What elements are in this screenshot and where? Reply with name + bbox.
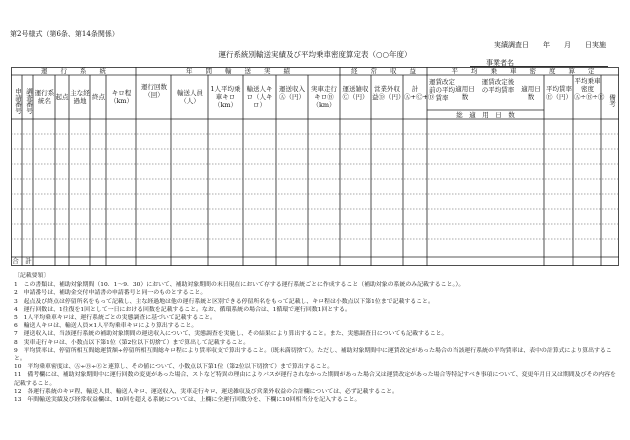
col-terminus: 終点 — [92, 93, 105, 101]
group-header-density: 平 均 乗 車 密 度 算 定 — [451, 67, 595, 75]
group-header-route: 運 行 系 統 — [41, 67, 106, 75]
col-remarks: 備考 — [608, 93, 616, 107]
note-item: 3 起点及び終点は停留所名をもって記載し、主な経過地は他の運行系統と区別できる停留所名をもって記載し、キロ程は小数点以下第1位まで記載すること。 — [14, 298, 434, 305]
note-item: 12 各運行系統のキロ程、輸送人員、輸送人キロ、運送収入、実車走行キロ、運送雑収及び営業外収益の合計欄については、必ず記載すること。 — [14, 388, 398, 395]
operator-name-label: 事業者名 — [486, 59, 514, 67]
survey-date-label: 実績調査日 年 月 日実施 — [494, 41, 606, 49]
note-item: 10 平均乗車密度は、Ⓐ÷Ⓑ÷Ⓔと連算し、その値について、小数点以下第1位（第2位以下切捨て）まで算出すること。 — [14, 364, 334, 371]
note-item: 2 申請番号は、補助金交付申請書の申請番号と同一のものとすること。 — [14, 290, 207, 297]
col-origin: 起点 — [55, 93, 69, 101]
note-item: 11 備考欄には、補助対象期間中に運行回数の変更があった場合、ストなど特異の理由によりバスが運行されなかった期間があった場合又は運賃改定があった場合等特記すべき事項について、変更年月日又は期間及びその内容を記載すること。 — [14, 372, 616, 387]
col-non-op-d: 営業外収益Ⓓ（円） — [372, 85, 405, 101]
group-header-revenue: 経 常 収 益 — [351, 67, 416, 75]
formula-fare-before: 運賃改定前の平均賃率 — [429, 78, 455, 102]
form-number: 第2号様式（第6条、第14条関係） — [10, 30, 119, 38]
note-item: 7 運送収入は、当該運行系統の補助対象期間の運送収入について、実態調査を実施し、その結果により算出すること。また、実態調査日についても記載すること。 — [14, 331, 448, 338]
col-km: キロ程（km） — [109, 89, 134, 105]
col-fare-c: 運送雑収Ⓒ（円） — [342, 85, 369, 101]
col-avg-density: 平均乗車密度Ⓐ÷Ⓑ÷Ⓔ — [574, 77, 605, 101]
group-header-annual: 年 間 輸 送 実 績 — [186, 67, 290, 75]
note-item: 5 1人平均乗車キロは、運行系統ごとの実態調査に基づいて記載すること。 — [14, 315, 216, 322]
note-item: 4 運行回数は、1往復を1回として一日における回数を記載すること。なお、循環系統の場合は、1循環で運行回数1回とする。 — [14, 306, 351, 313]
col-survey-no: 調査番号 — [25, 88, 33, 114]
note-item: 8 実車走行キロは、小数点以下第1位（第2位以下切捨て）まで算出して記載すること。 — [14, 339, 250, 346]
col-application-no: 申請番号 — [14, 88, 22, 114]
col-avg-fare-rate: 平均賃率Ⓔ（円） — [546, 85, 572, 101]
formula-fare-after: 運賃改定後の平均賃率 — [481, 78, 515, 94]
col-person-km: 輸送人キロ（人キロ） — [246, 85, 273, 109]
note-item: 1 この書類は、補助対象期間（10．1～9．30）において、補助対象期間の末日現在において存する運行系統ごとに作成すること（補助対象の系統のみ記載すること。）。 — [14, 282, 465, 289]
page-title: 運行系統別輸送実績及び平均乗車密度算定表（○○年度） — [218, 50, 412, 59]
col-km-per-person: 1人平均乗車キロ（km） — [210, 85, 241, 109]
col-trips: 運行回数（回） — [141, 83, 167, 99]
instructions — [14, 272, 618, 404]
notes-header: 〔記載要領〕 — [14, 273, 50, 279]
calculation-table — [11, 67, 619, 266]
formula-days-before: 適用日数 — [455, 85, 475, 101]
col-main-via: 主な経過地 — [70, 89, 90, 105]
col-revenue-a: 運送収入Ⓐ（円） — [279, 85, 305, 101]
col-total: 計Ⓐ+Ⓒ+Ⓓ — [404, 85, 435, 101]
note-item: 6 輸送人キロは、輸送人員×1人平均乗車キロにより算出すること。 — [14, 323, 198, 330]
col-route-name: 運行系統名 — [34, 89, 55, 105]
col-vehicle-km: 実車走行キロⒷ（km） — [311, 85, 337, 109]
total-row-label: 合 計 — [12, 257, 32, 265]
note-item: 13 年間輸送実績及び経常収益欄は、10回を超える系統については、上欄に全運行回数分を、下欄に10回相当分を記入すること。 — [14, 397, 361, 404]
note-item: 9 平均賃率は、停留所相互間総運賃額÷停留所相互間総キロ程により賃率収支で算出すること。（既未満切捨て）。ただし、補助対象期間中に運賃改定があった場合の当該運行系統の平均賃率は、表中の計算式により算出すること。 — [14, 347, 612, 363]
col-passengers: 輸送人員（人） — [177, 89, 203, 105]
formula-days-after: 適用日数 — [521, 85, 541, 101]
formula-total-days: 総 適 用 日 数 — [456, 111, 515, 119]
